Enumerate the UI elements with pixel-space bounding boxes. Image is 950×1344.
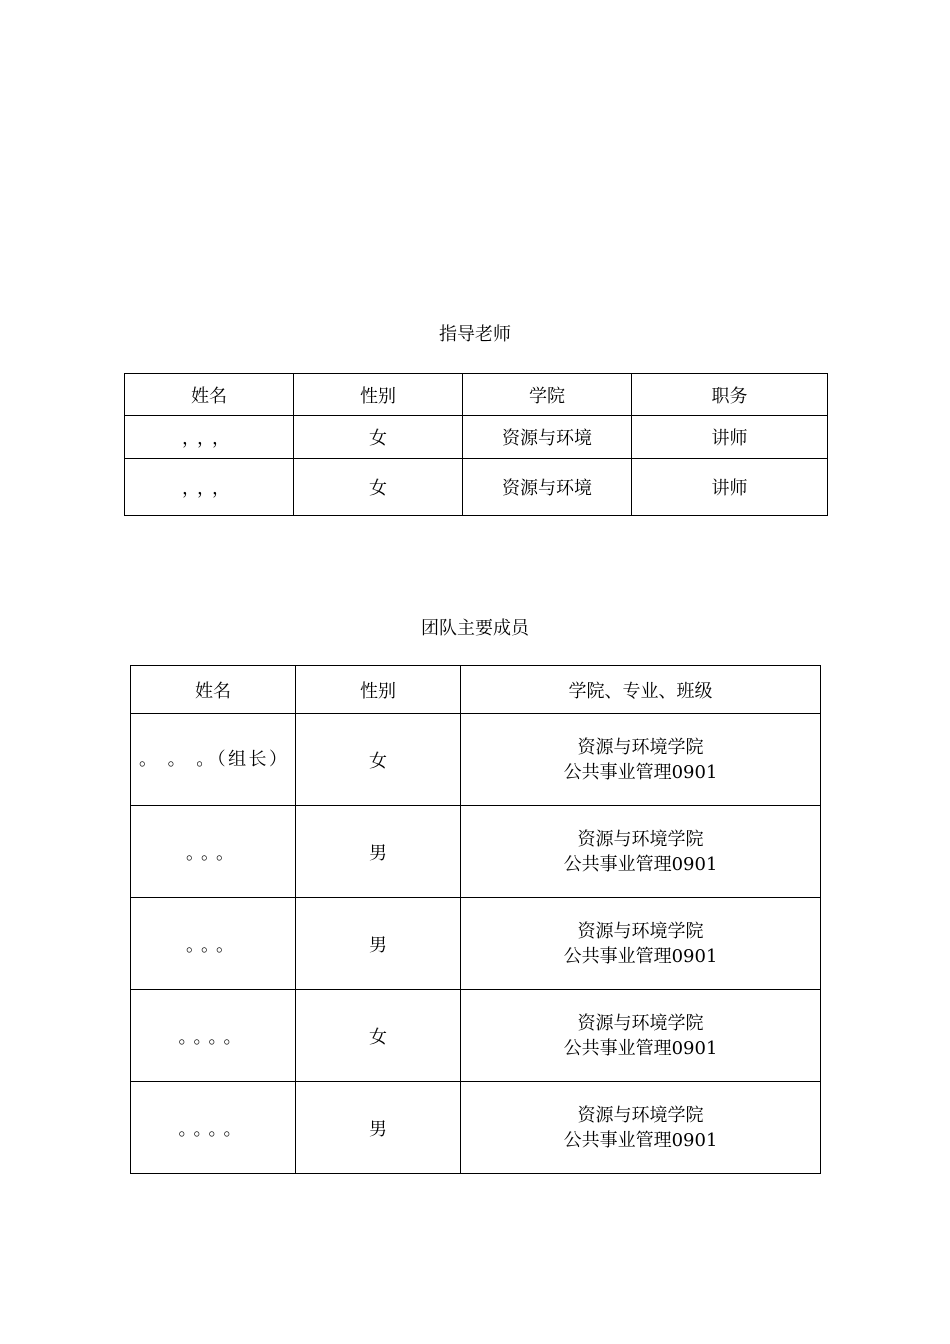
member-gender: 女 — [296, 990, 461, 1082]
advisor-title: 讲师 — [632, 416, 828, 459]
advisor-title: 讲师 — [632, 459, 828, 516]
header-title: 职务 — [632, 374, 828, 416]
member-name: 。。。。 — [131, 990, 296, 1082]
member-major-class: 公共事业管理0901 — [563, 1037, 718, 1059]
member-college: 资源与环境学院 — [577, 1104, 704, 1126]
advisors-title: 指导老师 — [439, 324, 511, 345]
member-college: 资源与环境学院 — [577, 920, 704, 942]
header-name: 姓名 — [125, 374, 294, 416]
header-college: 学院 — [463, 374, 632, 416]
table-row — [131, 1082, 821, 1174]
member-college-cell — [461, 714, 821, 806]
member-major-class: 公共事业管理0901 — [563, 853, 718, 875]
member-name: 。。。 — [131, 898, 296, 990]
header-college-major-class: 学院、专业、班级 — [461, 666, 821, 714]
member-college: 资源与环境学院 — [577, 828, 704, 850]
table-row — [125, 459, 828, 516]
member-college-cell — [461, 898, 821, 990]
member-name: 。。。 — [131, 806, 296, 898]
member-gender: 男 — [296, 1082, 461, 1174]
member-college: 资源与环境学院 — [577, 736, 704, 758]
member-gender: 男 — [296, 806, 461, 898]
table-row — [131, 990, 821, 1082]
member-name: 。 。 。（组长） — [131, 714, 296, 806]
header-name: 姓名 — [131, 666, 296, 714]
member-major-class: 公共事业管理0901 — [563, 761, 718, 783]
table-row — [125, 416, 828, 459]
header-gender: 性别 — [294, 374, 463, 416]
advisor-name: ，，， — [125, 459, 294, 516]
member-college: 资源与环境学院 — [577, 1012, 704, 1034]
header-gender: 性别 — [296, 666, 461, 714]
table-header-row — [125, 374, 828, 416]
advisor-gender: 女 — [294, 416, 463, 459]
advisor-name: ，，， — [125, 416, 294, 459]
table-row — [131, 898, 821, 990]
member-name: 。。。。 — [131, 1082, 296, 1174]
advisors-table — [124, 373, 828, 516]
advisor-college: 资源与环境 — [463, 416, 632, 459]
member-major-class: 公共事业管理0901 — [563, 1129, 718, 1151]
advisor-gender: 女 — [294, 459, 463, 516]
advisor-college: 资源与环境 — [463, 459, 632, 516]
member-college-cell — [461, 806, 821, 898]
member-gender: 男 — [296, 898, 461, 990]
member-gender: 女 — [296, 714, 461, 806]
table-header-row — [131, 666, 821, 714]
members-table — [130, 665, 821, 1174]
member-major-class: 公共事业管理0901 — [563, 945, 718, 967]
table-row — [131, 714, 821, 806]
member-college-cell — [461, 1082, 821, 1174]
member-college-cell — [461, 990, 821, 1082]
members-title: 团队主要成员 — [421, 618, 529, 639]
table-row — [131, 806, 821, 898]
